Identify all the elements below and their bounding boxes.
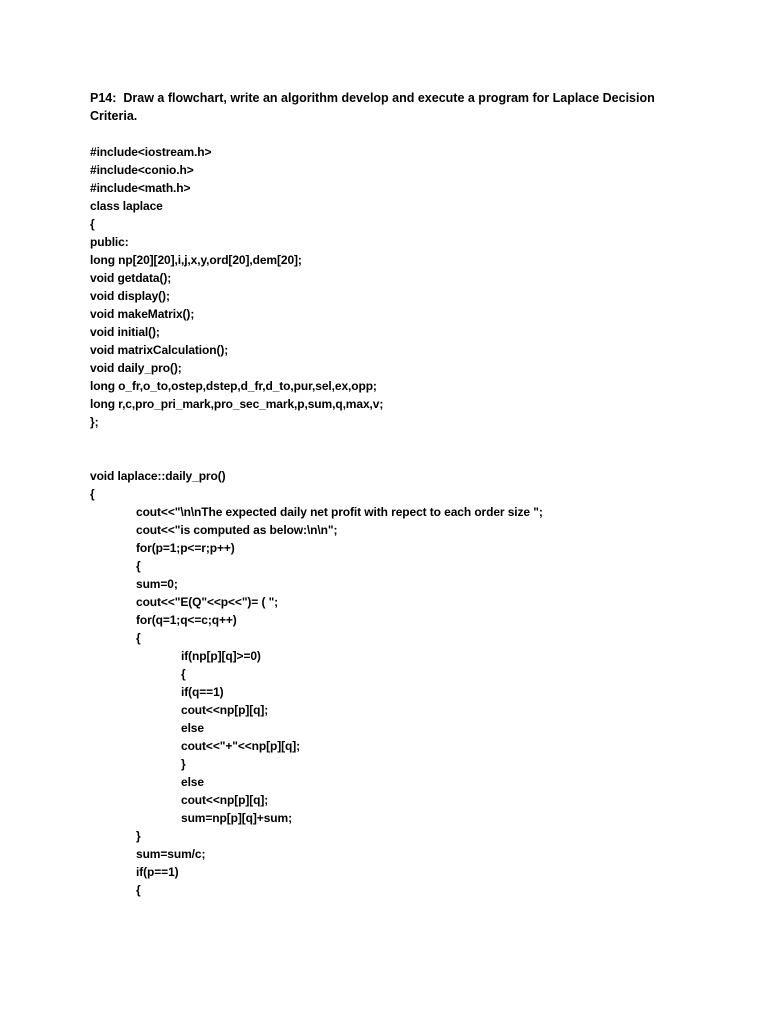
code-line: else [181,775,204,789]
code-line: long r,c,pro_pri_mark,pro_sec_mark,p,sum,q,max,v; [90,397,384,411]
code-line: cout<<"is computed as below:\n\n"; [136,523,338,537]
blank-line [90,431,730,449]
code-line: #include<conio.h> [90,163,194,177]
code-line: void matrixCalculation(); [90,343,229,357]
code-line: for(q=1;q<=c;q++) [136,613,237,627]
code-listing [90,143,730,899]
code-line: { [136,559,141,573]
code-line: cout<<np[p][q]; [181,793,269,807]
heading-line-2: Criteria. [90,109,138,123]
code-line: { [136,883,141,897]
code-line: cout<<np[p][q]; [181,703,269,717]
code-line: }; [90,415,99,429]
code-line: void makeMatrix(); [90,307,195,321]
code-line: { [90,487,95,501]
code-line: { [90,217,95,231]
code-line: sum=np[p][q]+sum; [181,811,292,825]
blank-line [90,449,730,467]
code-line: if(q==1) [181,685,224,699]
heading-line-1: P14: Draw a flowchart, write an algorithm develop and execute a program for Laplace Decision [90,91,655,105]
code-line: void display(); [90,289,170,303]
code-line: } [136,829,141,843]
code-line: void getdata(); [90,271,172,285]
code-line: #include<math.h> [90,181,191,195]
code-line: void daily_pro(); [90,361,182,375]
code-line: public: [90,235,129,249]
code-line: else [181,721,204,735]
code-line: void initial(); [90,325,160,339]
code-line: } [181,757,186,771]
code-line: cout<<"E(Q"<<p<<")= ( "; [136,595,279,609]
code-line: long o_fr,o_to,ostep,dstep,d_fr,d_to,pur,sel,ex,opp; [90,379,377,393]
code-line: if(np[p][q]>=0) [181,649,261,663]
code-line: class laplace [90,199,163,213]
code-line: #include<iostream.h> [90,145,212,159]
code-line: void laplace::daily_pro() [90,469,226,483]
code-line: cout<<"\n\nThe expected daily net profit with repect to each order size "; [136,505,543,519]
code-line: sum=sum/c; [136,847,206,861]
code-line: long np[20][20],i,j,x,y,ord[20],dem[20]; [90,253,302,267]
code-line: sum=0; [136,577,178,591]
problem-heading [90,89,690,125]
code-line: { [181,667,186,681]
code-line: cout<<"+"<<np[p][q]; [181,739,301,753]
code-line: for(p=1;p<=r;p++) [136,541,235,555]
code-line: if(p==1) [136,865,179,879]
code-line: { [136,631,141,645]
